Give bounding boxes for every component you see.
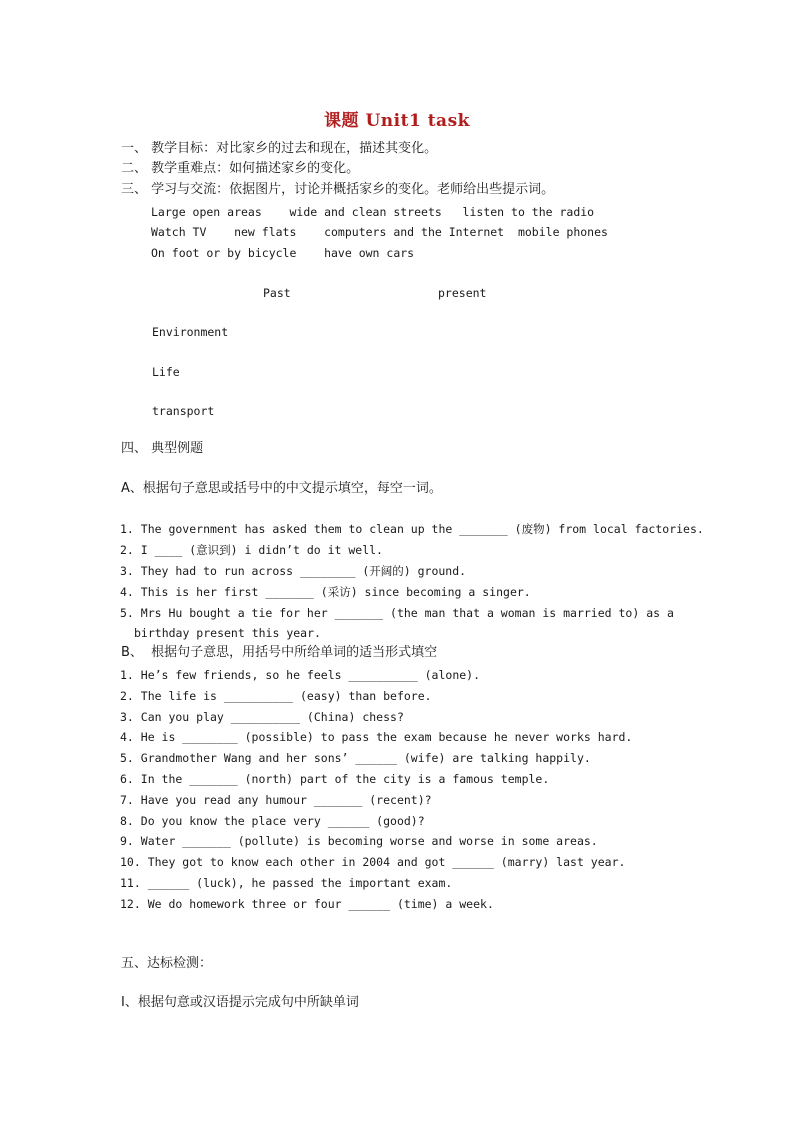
column-present: present bbox=[438, 286, 487, 300]
page-title: 课题 Unit1 task bbox=[324, 111, 470, 131]
part-a-item: 5. Mrs Hu bought a tie for her _______ (the man that a woman is married to) as a bbox=[120, 606, 674, 620]
part-b-item: 12. We do homework three or four ______ (time) a week. bbox=[120, 897, 494, 911]
part-a-item: 1. The government has asked them to clean up the _______ (废物) from local factories. bbox=[120, 522, 704, 536]
part-b-heading: B、 根据句子意思，用括号中所给单词的适当形式填空 bbox=[121, 645, 438, 660]
part-a-item-continuation: birthday present this year. bbox=[134, 626, 321, 640]
vocab-line-2: Watch TV new flats computers and the Internet mobile phones bbox=[151, 225, 608, 239]
part-b-item: 7. Have you read any humour _______ (recent)? bbox=[120, 793, 432, 807]
objective-3: 三、 学习与交流：依据图片，讨论并概括家乡的变化。老师给出些提示词。 bbox=[121, 182, 555, 197]
part-b-item: 10. They got to know each other in 2004 and got ______ (marry) last year. bbox=[120, 855, 626, 869]
part-b-item: 1. He’s few friends, so he feels __________ (alone). bbox=[120, 668, 481, 682]
part-b-item: 11. ______ (luck), he passed the important exam. bbox=[120, 876, 453, 890]
section-4-heading: 四、 典型例题 bbox=[121, 441, 204, 456]
part-b-item: 5. Grandmother Wang and her sons’ ______ (wife) are talking happily. bbox=[120, 751, 591, 765]
column-past: Past bbox=[263, 286, 291, 300]
part-a-heading: A、根据句子意思或括号中的中文提示填空，每空一词。 bbox=[121, 481, 442, 496]
part-b-item: 4. He is ________ (possible) to pass the exam because he never works hard. bbox=[120, 730, 633, 744]
row-transport: transport bbox=[152, 404, 215, 418]
part-b-item: 9. Water _______ (pollute) is becoming worse and worse in some areas. bbox=[120, 834, 598, 848]
part-b-item: 3. Can you play __________ (China) chess? bbox=[120, 710, 404, 724]
part-b-item: 2. The life is __________ (easy) than before. bbox=[120, 689, 432, 703]
part-a-item: 4. This is her first _______ (采访) since becoming a singer. bbox=[120, 585, 531, 599]
row-environment: Environment bbox=[152, 325, 229, 339]
part-b-item: 6. In the _______ (north) part of the city is a famous temple. bbox=[120, 772, 550, 786]
vocab-line-3: On foot or by bicycle have own cars bbox=[151, 246, 415, 260]
part-b-item: 8. Do you know the place very ______ (good)? bbox=[120, 814, 425, 828]
row-life: Life bbox=[152, 365, 180, 379]
objective-1: 一、 教学目标：对比家乡的过去和现在，描述其变化。 bbox=[121, 141, 438, 156]
part-a-item: 3. They had to run across ________ (开阔的) ground. bbox=[120, 564, 467, 578]
vocab-line-1: Large open areas wide and clean streets listen to the radio bbox=[151, 205, 595, 219]
part-a-item: 2. I ____ (意识到) i didn’t do it well. bbox=[120, 543, 383, 557]
section-5-heading: 五、达标检测： bbox=[121, 956, 213, 971]
objective-2: 二、 教学重难点：如何描述家乡的变化。 bbox=[121, 161, 360, 176]
part-i-heading: I、根据句意或汉语提示完成句中所缺单词 bbox=[121, 995, 359, 1010]
